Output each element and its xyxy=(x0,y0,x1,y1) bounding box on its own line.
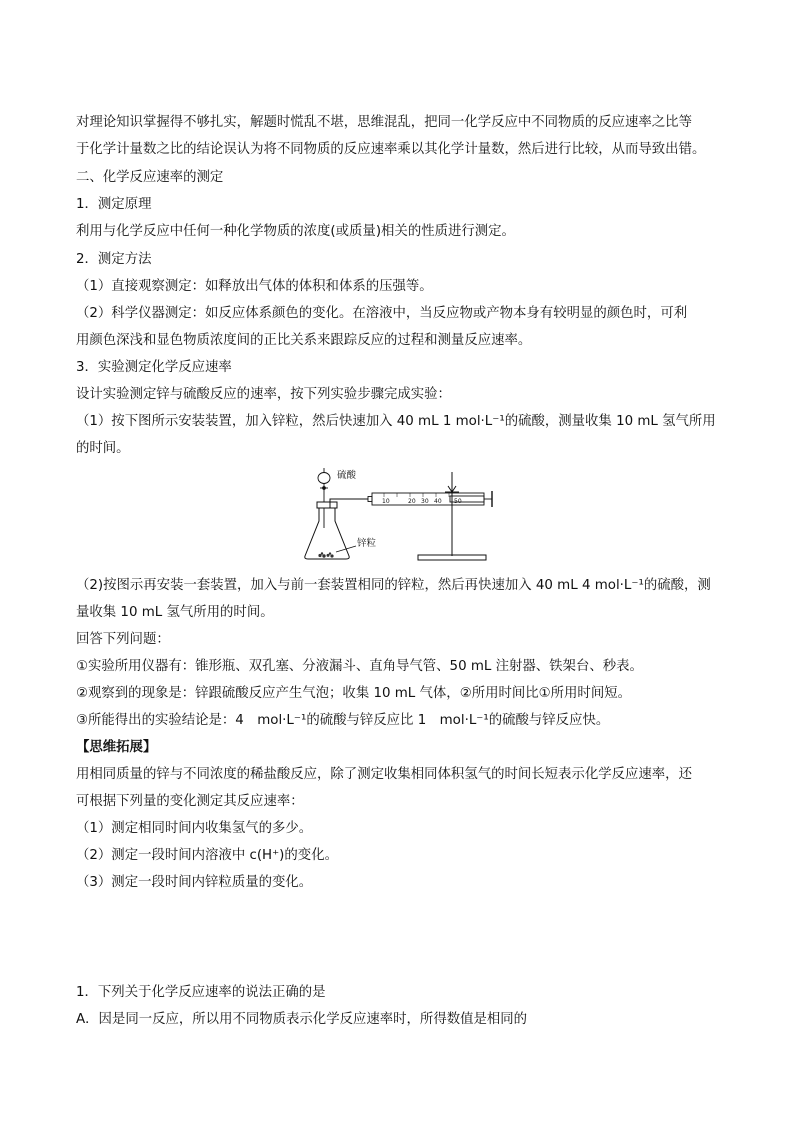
expand-title: 【思维拓展】 xyxy=(76,740,157,755)
expand-item-1: （1）测定相同时间内收集氢气的多少。 xyxy=(76,821,313,836)
scale-tick-10: 10 xyxy=(382,498,390,505)
scale-tick-20: 20 xyxy=(408,498,416,505)
exercise-question: 1．下列关于化学反应速率的说法正确的是 xyxy=(76,985,326,1000)
section-title: 二、化学反应速率的测定 xyxy=(76,170,224,185)
item1-text: 利用与化学反应中任何一种化学物质的浓度(或质量)相关的性质进行测定。 xyxy=(76,224,515,239)
item2-a: （1）直接观察测定：如释放出气体的体积和体系的压强等。 xyxy=(76,279,433,294)
item3-title: 3．实验测定化学反应速率 xyxy=(76,360,232,375)
iron-stand xyxy=(418,472,486,560)
scale-tick-40: 40 xyxy=(434,498,442,505)
expand-line1: 用相同质量的锌与不同浓度的稀盐酸反应，除了测定收集相同体积氢气的时间长短表示化学反应速率，还 xyxy=(76,767,692,782)
step1-line2: 的时间。 xyxy=(76,441,130,456)
para1-line2: 于化学计量数之比的结论误认为将不同物质的反应速率乘以其化学计量数，然后进行比较，从而导致出错。 xyxy=(76,142,706,157)
item2-b-line1: （2）科学仪器测定：如反应体系颜色的变化。在溶液中，当反应物或产物本身有较明显的颜色时，可利 xyxy=(76,306,688,321)
acid-label: 硫酸 xyxy=(337,470,357,481)
item2-b-line2: 用颜色深浅和显色物质浓度间的正比关系来跟踪反应的过程和测量反应速率。 xyxy=(76,333,532,348)
answer-prompt: 回答下列问题： xyxy=(76,632,170,647)
step2-line2: 量收集 10 mL 氢气所用的时间。 xyxy=(76,605,274,620)
scale-tick-30: 30 xyxy=(421,498,429,505)
expand-item-3: （3）测定一段时间内锌粒质量的变化。 xyxy=(76,875,313,890)
zinc-pointer xyxy=(336,546,356,552)
step2-line1: （2)按图示再安装一套装置，加入与前一套装置相同的锌粒，然后再快速加入 40 mL 4 mol·L⁻¹的硫酸，测 xyxy=(76,578,711,593)
expand-line2: 可根据下列量的变化测定其反应速率： xyxy=(76,794,304,809)
exercise-option-a: A．因是同一反应，所以用不同物质表示化学反应速率时，所得数值是相同的 xyxy=(76,1012,528,1027)
step1-line1: （1）按下图所示安装装置，加入锌粒，然后快速加入 40 mL 1 mol·L⁻¹的硫酸，测量收集 10 mL 氢气所用 xyxy=(76,414,716,429)
syringe-scale xyxy=(384,493,449,497)
item1-title: 1．测定原理 xyxy=(76,197,152,212)
separatory-funnel xyxy=(318,468,330,528)
answer-1: ①实验所用仪器有：锥形瓶、双孔塞、分液漏斗、直角导气管、50 mL 注射器、铁架台、秒表。 xyxy=(76,659,643,674)
expand-item-2: （2）测定一段时间内溶液中 c(H⁺)的变化。 xyxy=(76,848,338,863)
para1-line1: 对理论知识掌握得不够扎实，解题时慌乱不堪，思维混乱，把同一化学反应中不同物质的反应速率之比等 xyxy=(76,115,692,130)
zinc-label: 锌粒 xyxy=(357,538,377,549)
item2-title: 2．测定方法 xyxy=(76,252,152,267)
conical-flask xyxy=(305,502,349,559)
scale-tick-50: 50 xyxy=(454,498,462,505)
zinc-granules xyxy=(318,552,333,557)
answer-2: ②观察到的现象是：锌跟硫酸反应产生气泡；收集 10 mL 气体，②所用时间比①所用时间短。 xyxy=(76,686,631,701)
item3-intro: 设计实验测定锌与硫酸反应的速率，按下列实验步骤完成实验： xyxy=(76,387,451,402)
apparatus-figure xyxy=(300,466,500,566)
answer-3: ③所能得出的实验结论是：4 mol·L⁻¹的硫酸与锌反应比 1 mol·L⁻¹的硫酸与锌反应快。 xyxy=(76,713,610,728)
